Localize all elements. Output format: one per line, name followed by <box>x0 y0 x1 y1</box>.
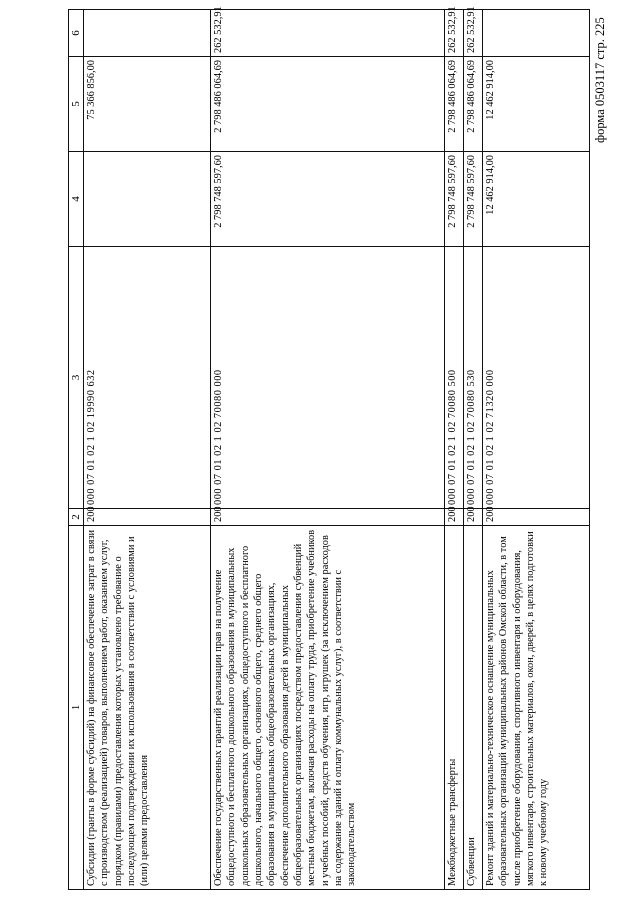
table-row <box>464 10 483 890</box>
table-row <box>211 10 445 890</box>
row-executed: 2 798 486 064,69 <box>445 57 464 152</box>
row-line-code: 200 <box>464 509 483 526</box>
row-unexecuted <box>483 10 590 57</box>
row-name: Обеспечение государственных гарантий реализации прав на получение общедоступного и бесплатного дошкольного образования в муниципальных дошкольных образовательных организациях, общедоступного и бесплатного дошкольного, начального общего, основного общего, среднего общего образования в муниципальных общеобразовательных организациях, обеспечение дополнительного образования детей в муниципальных общеобразовательных организациях посредством предоставления субвенций местным бюджетам, включая расходы на оплату труда, приобретение учебников и учебных пособий, средств обучения, игр, игрушек (за исключением расходов на содержание зданий и оплату коммунальных услуг), в соответствии с законодательством <box>211 526 445 890</box>
column-header-2: 2 <box>69 509 84 526</box>
table-row <box>483 10 590 890</box>
row-unexecuted: 262 532,91 <box>211 10 445 57</box>
table-row <box>84 10 211 890</box>
row-unexecuted <box>84 10 211 57</box>
column-header-1: 1 <box>69 526 84 890</box>
column-header-4: 4 <box>69 152 84 247</box>
column-header-6: 6 <box>69 10 84 57</box>
budget-execution-table <box>68 6 590 890</box>
row-approved <box>84 152 211 247</box>
row-approved: 2 798 748 597,60 <box>445 152 464 247</box>
row-executed: 2 798 486 064,69 <box>464 57 483 152</box>
row-budget-code: 000 07 01 02 1 02 70080 500 <box>445 247 464 509</box>
column-header-5: 5 <box>69 57 84 152</box>
row-line-code: 200 <box>445 509 464 526</box>
row-approved: 2 798 748 597,60 <box>211 152 445 247</box>
row-unexecuted: 262 532,91 <box>464 10 483 57</box>
row-approved: 12 462 914,00 <box>483 152 590 247</box>
row-name: Ремонт зданий и материально-техническое оснащение муниципальных образовательных организаций муниципальных районов Омской области, в том числе приобретение оборудования, спортивного инвентаря и оборудования, мягкого инвентаря, строительных материалов, окон, дверей, в целях подготовки к новому учебному году <box>483 526 590 890</box>
row-line-code: 200 <box>84 509 211 526</box>
row-name: Субвенции <box>464 526 483 890</box>
form-number-label: форма 0503117 стр. 225 <box>593 17 607 143</box>
row-approved: 2 798 748 597,60 <box>464 152 483 247</box>
row-line-code: 200 <box>483 509 590 526</box>
column-number-row <box>69 10 84 890</box>
column-header-3: 3 <box>69 247 84 509</box>
row-executed: 75 366 856,00 <box>84 57 211 152</box>
row-name: Субсидии (гранты в форме субсидий) на финансовое обеспечение затрат в связи с производством (реализацией) товаров, выполнением работ, оказанием услуг, порядком (правилами) предоставления которых установлено требование о последующем подтверждении их использования в соответствии с условиями и (или) целями предоставления <box>84 526 211 890</box>
row-budget-code: 000 07 01 02 1 02 71320 000 <box>483 247 590 509</box>
row-line-code: 200 <box>211 509 445 526</box>
row-name: Межбюджетные трансферты <box>445 526 464 890</box>
table-row <box>445 10 464 890</box>
row-executed: 12 462 914,00 <box>483 57 590 152</box>
row-unexecuted: 262 532,91 <box>445 10 464 57</box>
row-budget-code: 000 07 01 02 1 02 70080 000 <box>211 247 445 509</box>
row-budget-code: 000 07 01 02 1 02 70080 530 <box>464 247 483 509</box>
row-budget-code: 000 07 01 02 1 02 19990 632 <box>84 247 211 509</box>
row-executed: 2 798 486 064,69 <box>211 57 445 152</box>
